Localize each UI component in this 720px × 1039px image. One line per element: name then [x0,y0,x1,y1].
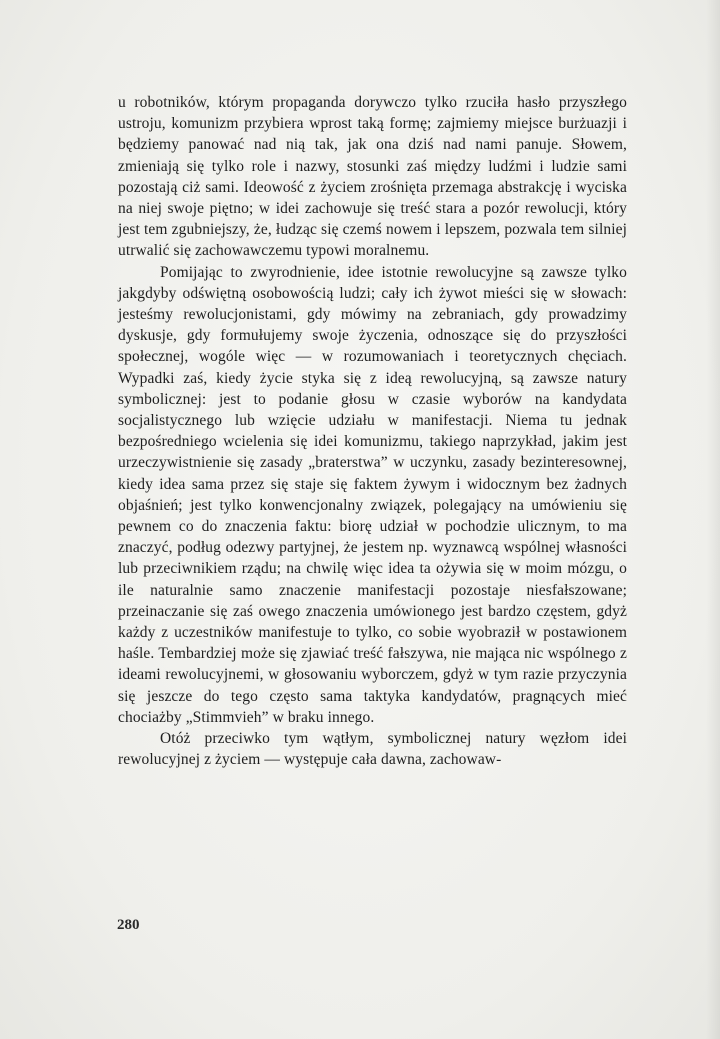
page-number: 280 [117,917,140,933]
paragraph-1: u robotników, którym propaganda dorywczo tylko rzuciła hasło przyszłego ustroju, komunizm przybiera wprost taką formę; zajmiemy miejsce burżuazji i będziemy panować nad nią tak, jak ona dziś nad nami panuje. Słowem, zmieniają się tylko role i nazwy, stosunki zaś między ludźmi i ludzie sami pozostają ciż sami. Ideowość z życiem zrośnięta przemaga abstrakcję i wyciska na niej swoje piętno; w idei zachowuje się treść stara a pozór rewolucji, który jest tem zgubniejszy, że, łudząc się czemś nowem i lepszem, pozwala tem silniej utrwalić się zachowawczemu typowi moralnemu. [118,94,627,260]
paragraph-3: Otóż przeciwko tym wątłym, symbolicznej natury węzłom idei rewolucyjnej z życiem — występuje cała dawna, zachowaw- [118,730,627,769]
page-edge-shadow [706,0,720,1039]
body-text [118,92,627,771]
paragraph-2: Pomijając to zwyrodnienie, idee istotnie rewolucyjne są zawsze tylko jakgdyby odświętną osobowością ludzi; cały ich żywot mieści się w słowach: jesteśmy rewolucjonistami, gdy mówimy na zebraniach, gdy prowadzimy dyskusje, gdy formułujemy swoje życzenia, odnoszące się do przyszłości społecznej, wogóle więc — w rozumowaniach i teoretycznych chęciach. Wypadki zaś, kiedy życie styka się z ideą rewolucyjną, są zawsze natury symbolicznej: jest to podanie głosu w czasie wyborów na kandydata socjalistycznego lub wzięcie udziału w manifestacji. Niema tu jednak bezpośredniego wcielenia się idei komunizmu, takiego naprzykład, jakim jest urzeczywistnienie się zasady „braterstwa” w uczynku, zasady bezinteresownej, kiedy idea sama przez się staje się faktem żywym i widocznym bez żadnych objaśnień; jest tylko konwencjonalny związek, polegający na umówieniu się pewnem co do znaczenia faktu: biorę udział w pochodzie ulicznym, to ma znaczyć, podług odezwy partyjnej, że jestem np. wyznawcą wspólnej własności lub przeciwnikiem rządu; na chwilę więc idea ta ożywia się w moim mózgu, o ile naturalnie samo znaczenie manifestacji pozostaje niesfałszowane; przeinaczanie się zaś owego znaczenia umówionego jest bardzo częstem, gdyż każdy z uczestników manifestuje to tylko, co sobie wyobraził w postawionem haśle. Tembardziej może się zjawiać treść fałszywa, nie mająca nic wspólnego z ideami rewolucyjnemi, w głosowaniu wyborczem, gdyż w tym razie przyczynia się jeszcze do tego często sama taktyka kandydatów, pragnących mieć chociażby „Stimmvieh” w braku innego. [118,263,627,726]
